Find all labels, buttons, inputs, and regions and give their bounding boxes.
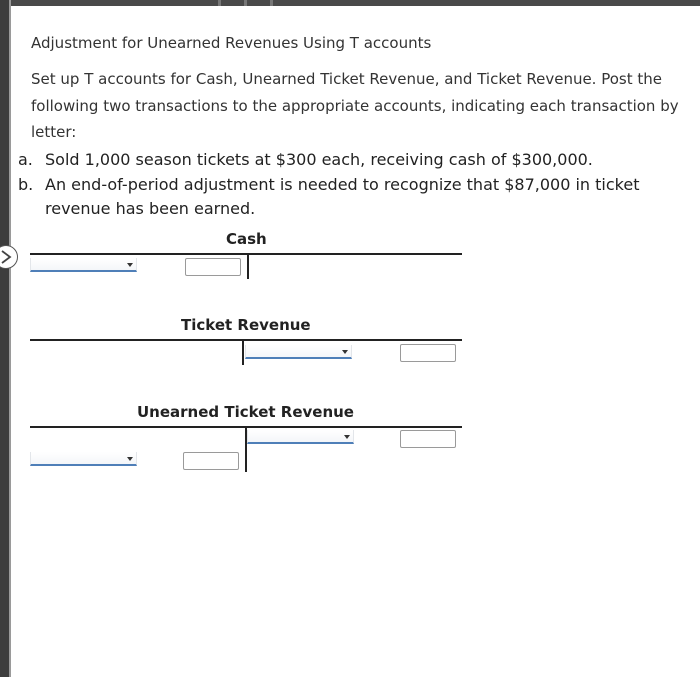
left-border [0,0,9,677]
top-bar [0,0,700,6]
cash-account-title: Cash [226,230,267,248]
unearned-ticket-revenue-credit-select[interactable] [247,430,354,444]
list-item-letter: a. [18,150,33,169]
expand-button[interactable] [0,245,18,269]
instructions-text: Set up T accounts for Cash, Unearned Ticket Revenue, and Ticket Revenue. Post the following two transactions to the appropriate accounts, indicating each transaction by letter: [31,70,679,141]
transaction-list [18,148,688,222]
chevron-right-icon [0,250,12,264]
cash-t-horizontal [30,253,462,255]
list-item-letter: b. [18,174,34,194]
list-item [18,148,688,173]
page-title: Adjustment for Unearned Revenues Using T accounts [31,34,432,52]
chevron-down-icon [344,435,350,439]
list-item-text: An end-of-period adjustment is needed to recognize that $87,000 in ticket revenue has been earned. [45,174,640,218]
top-bar-divider [270,0,273,6]
ticket-revenue-t-vertical [242,341,244,365]
ticket-revenue-credit-amount-input[interactable] [400,344,456,362]
unearned-ticket-revenue-account-title: Unearned Ticket Revenue [137,403,354,421]
list-item [18,173,688,222]
ticket-revenue-credit-select[interactable] [245,345,352,359]
chevron-down-icon [127,457,133,461]
top-bar-divider [244,0,247,6]
ticket-revenue-t-horizontal [30,339,462,341]
unearned-ticket-revenue-debit-select[interactable] [30,452,137,466]
left-border-inner [9,0,11,677]
cash-debit-amount-input[interactable] [185,258,241,276]
chevron-down-icon [342,350,348,354]
ticket-revenue-account-title: Ticket Revenue [181,316,311,334]
top-bar-divider [218,0,221,6]
cash-t-vertical [247,255,249,279]
list-item-text: Sold 1,000 season tickets at $300 each, receiving cash of $300,000. [45,150,593,169]
unearned-ticket-revenue-debit-amount-input[interactable] [183,452,239,470]
unearned-ticket-revenue-credit-amount-input[interactable] [400,430,456,448]
chevron-down-icon [127,263,133,267]
cash-debit-select[interactable] [30,258,137,272]
